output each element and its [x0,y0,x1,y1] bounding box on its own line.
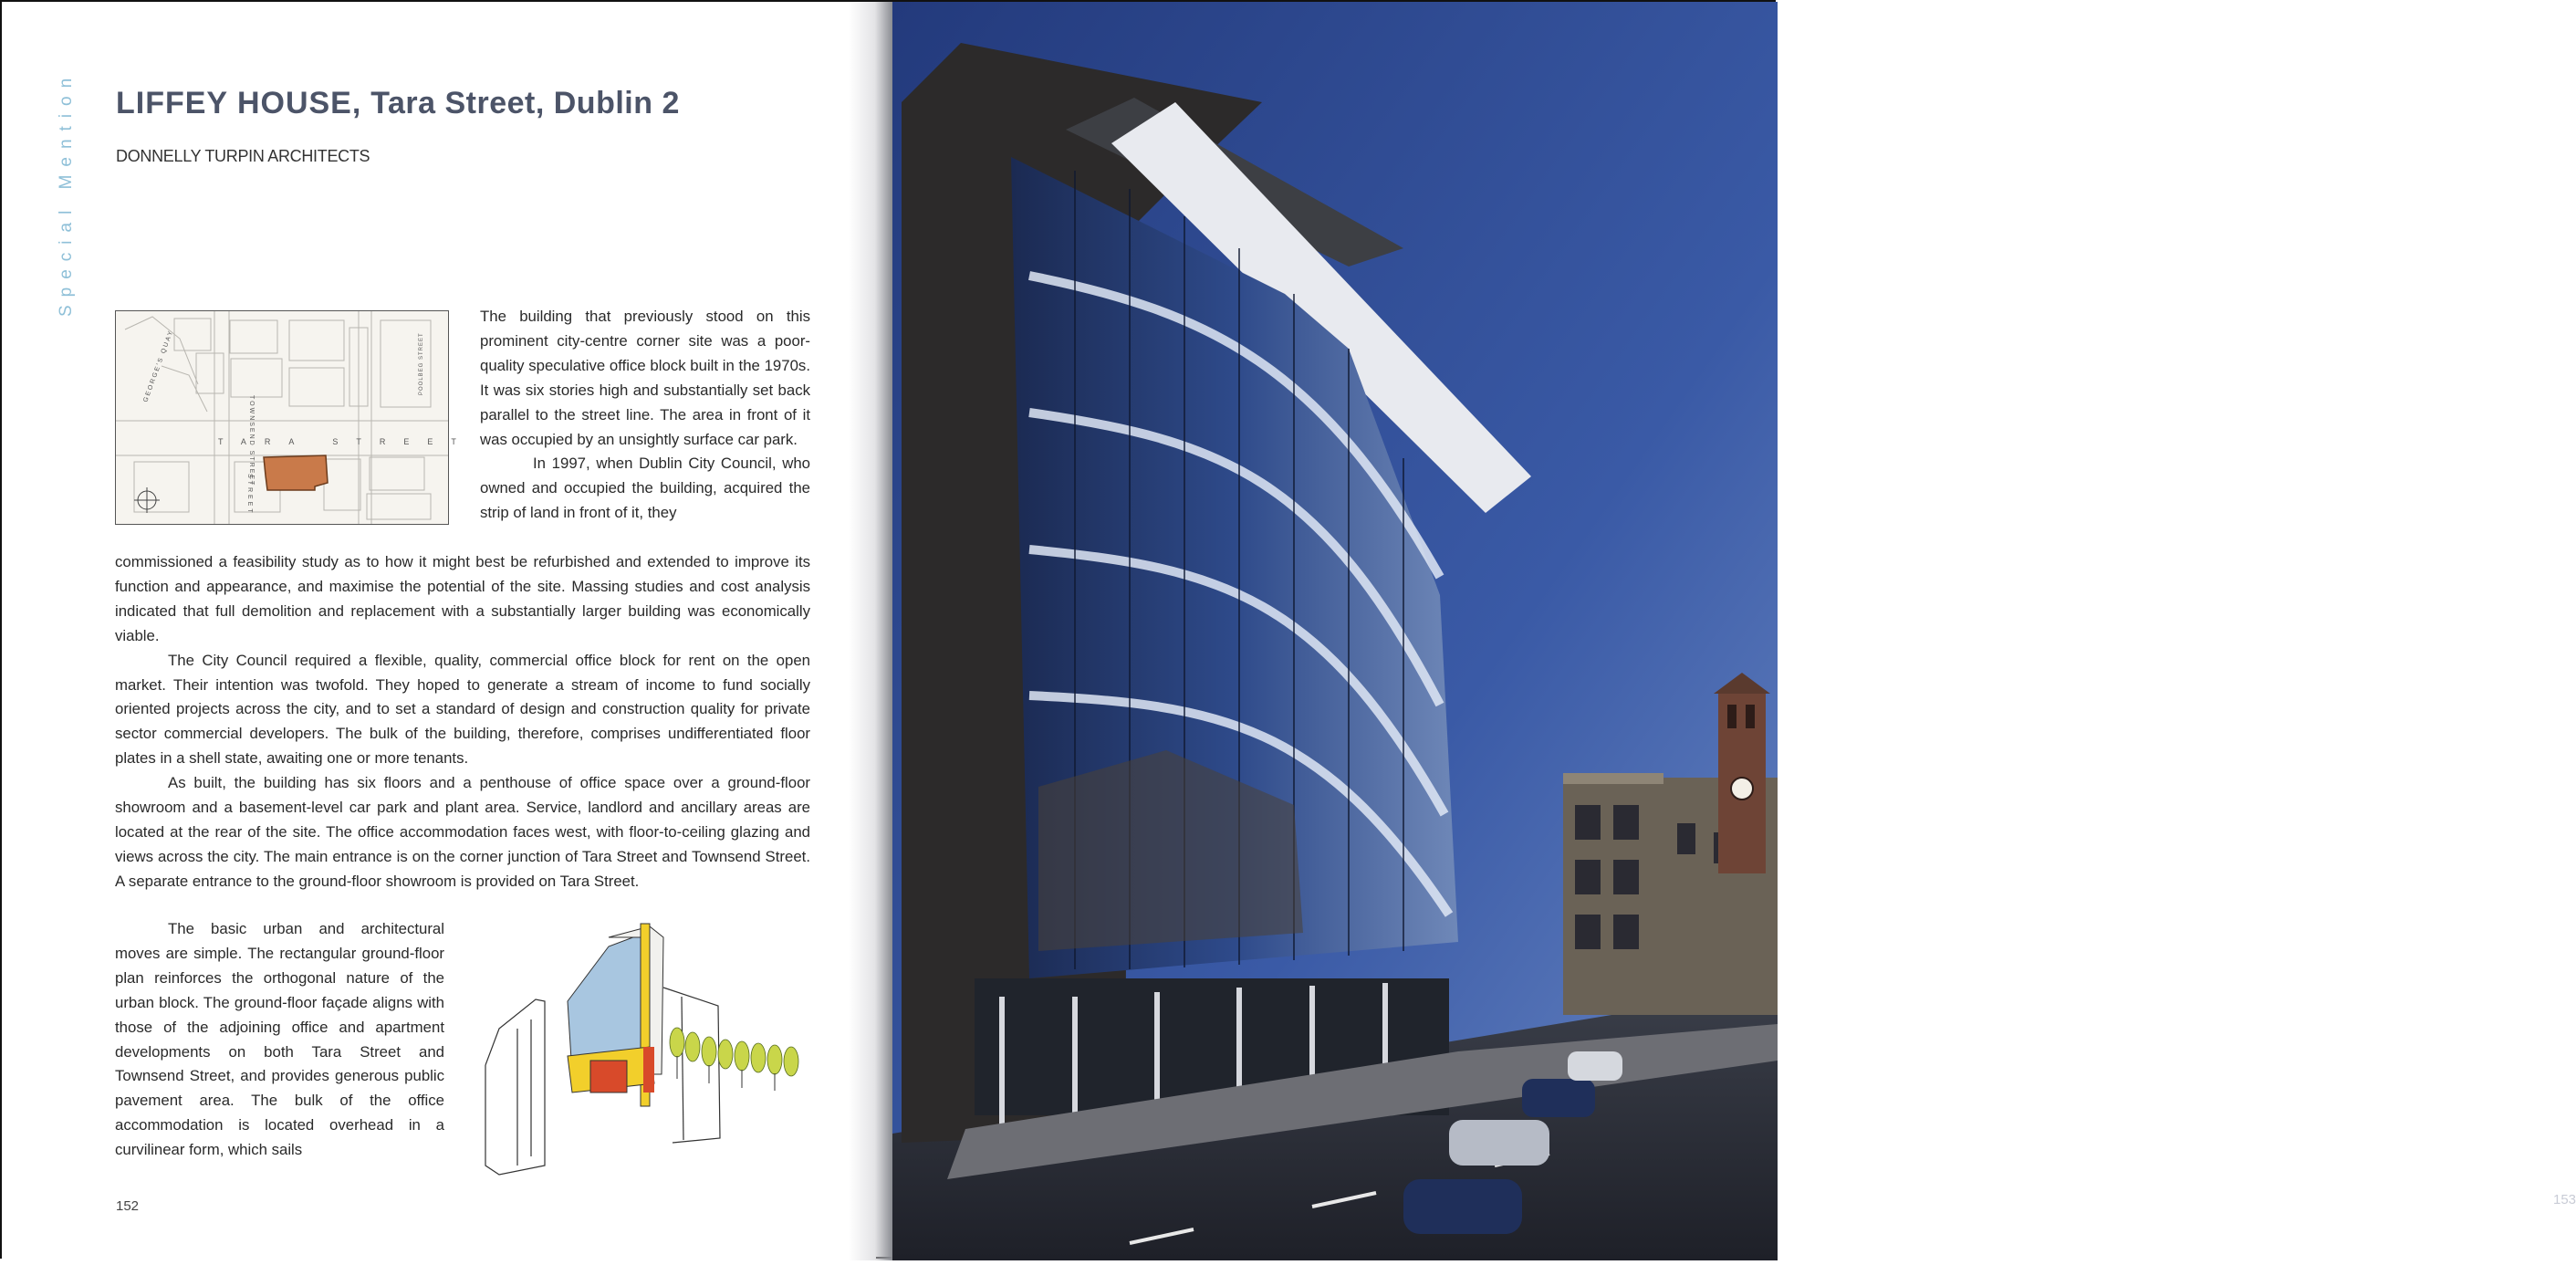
page-number-right: 153 [2553,1192,2576,1208]
map-label-townsend: TOWNSEND STREET [248,395,255,487]
map-label-street-vertical: STREET [246,474,253,516]
page-number-left: 152 [116,1198,140,1214]
right-page-photo [892,2,2576,1260]
title-rest: Tara Street, Dublin 2 [370,86,680,120]
paragraph-2-continued [115,550,810,894]
site-footprint [264,455,328,490]
paragraph-1-text: The building that previously stood on this prominent city-centre corner site was a poor-quality speculative office block built in the 1970s. It was six stories high and substantially set back parallel to the street line. The area in front of it was occupied by an unsightly surface car park. [480,308,810,448]
site-map-drawing [116,311,475,524]
architectural-sketch [481,901,814,1175]
left-page [2,2,876,1260]
map-label-poolbeg: POOLBEG STREET [419,332,424,395]
paragraph-4-text: As built, the building has six floors and a penthouse of office space over a ground-floor showroom and a basement-level car park and plant area. Service, landlord and ancillary areas are located at the rear of the site. The office accommodation faces west, with floor-to-ceiling glazing and views across the city. The main entrance is on the corner junction of Tara Street and Townsend Street. A separate entrance to the ground-floor showroom is provided on Tara Street. [115,774,810,890]
architect-name: DONNELLY TURPIN ARCHITECTS [116,147,370,165]
book-gutter [849,2,892,1260]
title-bold: LIFFEY HOUSE, [116,86,362,120]
sketch-drawing [481,901,814,1175]
paragraph-1 [480,305,810,526]
paragraph-2-text-end: commissioned a feasibility study as to how it might best be refurbished and extended to improve its function and appearance, and maximise the potential of the site. Massing studies and cost analysis indicated that full demolition and replacement with a substantially larger building was economically viable. [115,553,810,644]
paragraph-2-text-start: In 1997, when Dublin City Council, who owned and occupied the building, acquired the strip of land in front of it, they [480,455,810,522]
paragraph-5 [115,917,444,1163]
map-label-tara-street: TARA STREET [218,437,475,446]
site-map [115,310,475,525]
building-photograph [892,2,1778,1260]
side-label: Special Mention [57,69,76,317]
page-title [116,86,680,121]
map-label-george-quay: GEORGE'S QUAY [142,329,175,403]
paragraph-3-text: The City Council required a flexible, quality, commercial office block for rent on the open market. Their intention was twofold. They hoped to generate a stream of income to fund socially oriented projects across the city, and to set a standard of design and construction quality for private sector commercial developers. The bulk of the building, therefore, comprises undifferentiated floor plates in a shell state, awaiting one or more tenants. [115,651,810,768]
paragraph-5-text: The basic urban and architectural moves are simple. The rectangular ground-floor plan reinforces the orthogonal nature of the urban block. The ground-floor façade aligns with those of the adjoining office and apartment developments on both Tara Street and Townsend Street, and provides generous public pavement area. The bulk of the office accommodation is located overhead in a curvilinear form, which sails [115,920,444,1159]
